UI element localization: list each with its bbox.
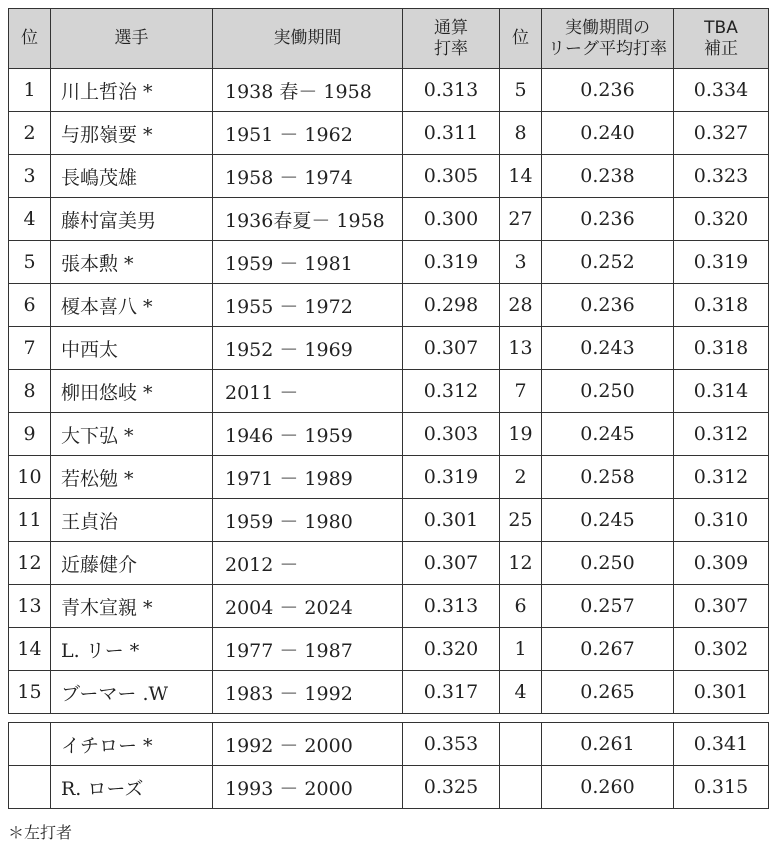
avg-rank-cell: 2 [500,456,542,499]
player-cell: R. ローズ [51,766,213,809]
career-avg-cell: 0.353 [403,723,500,766]
career-avg-cell: 0.307 [403,327,500,370]
tba-cell: 0.312 [674,456,769,499]
rank-cell: 3 [9,155,51,198]
career-avg-cell: 0.307 [403,542,500,585]
league-avg-cell: 0.245 [542,413,674,456]
tba-cell: 0.318 [674,327,769,370]
player-cell: 青木宣親 * [51,585,213,628]
career-avg-cell: 0.298 [403,284,500,327]
tba-cell: 0.319 [674,241,769,284]
tba-cell: 0.318 [674,284,769,327]
header-tba [674,9,769,69]
career-avg-cell: 0.301 [403,499,500,542]
tba-cell: 0.315 [674,766,769,809]
table-row [9,585,769,628]
header-period: 実働期間 [213,9,403,69]
table-row [9,155,769,198]
avg-rank-cell: 27 [500,198,542,241]
table-row [9,671,769,714]
table-row [9,370,769,413]
player-cell: 川上哲治 * [51,69,213,112]
tba-cell: 0.327 [674,112,769,155]
header-career-avg-line2: 打率 [434,38,468,59]
career-avg-cell: 0.317 [403,671,500,714]
header-career-avg-line1: 通算 [434,17,468,38]
league-avg-cell: 0.236 [542,69,674,112]
period-cell: 1952 － 1969 [213,327,403,370]
period-cell: 1958 － 1974 [213,155,403,198]
league-avg-cell: 0.240 [542,112,674,155]
rank-cell: 8 [9,370,51,413]
reference-players-table [8,722,769,809]
tba-cell: 0.334 [674,69,769,112]
period-cell: 1971 － 1989 [213,456,403,499]
career-avg-cell: 0.305 [403,155,500,198]
player-cell: 中西太 [51,327,213,370]
tba-cell: 0.314 [674,370,769,413]
avg-rank-cell: 14 [500,155,542,198]
player-cell: 榎本喜八 * [51,284,213,327]
player-cell: イチロー * [51,723,213,766]
career-avg-cell: 0.313 [403,585,500,628]
player-cell: 藤村富美男 [51,198,213,241]
avg-rank-cell: 4 [500,671,542,714]
league-avg-cell: 0.260 [542,766,674,809]
period-cell: 1946 － 1959 [213,413,403,456]
period-cell: 1992 － 2000 [213,723,403,766]
career-avg-cell: 0.303 [403,413,500,456]
tba-cell: 0.309 [674,542,769,585]
rank-cell: 5 [9,241,51,284]
player-cell: 柳田悠岐 * [51,370,213,413]
league-avg-cell: 0.267 [542,628,674,671]
rank-cell: 11 [9,499,51,542]
rank-cell: 10 [9,456,51,499]
player-cell: 王貞治 [51,499,213,542]
table-row [9,413,769,456]
header-player: 選手 [51,9,213,69]
header-avg-rank: 位 [500,9,542,69]
avg-rank-cell: 6 [500,585,542,628]
career-avg-cell: 0.320 [403,628,500,671]
rank-cell: 13 [9,585,51,628]
league-avg-cell: 0.252 [542,241,674,284]
avg-rank-cell: 19 [500,413,542,456]
table-row [9,241,769,284]
period-cell: 1977 － 1987 [213,628,403,671]
avg-rank-cell [500,723,542,766]
rank-cell: 4 [9,198,51,241]
avg-rank-cell: 8 [500,112,542,155]
table-row [9,284,769,327]
table-row [9,456,769,499]
avg-rank-cell: 3 [500,241,542,284]
league-avg-cell: 0.250 [542,370,674,413]
period-cell: 1938 春－ 1958 [213,69,403,112]
header-rank: 位 [9,9,51,69]
avg-rank-cell: 28 [500,284,542,327]
league-avg-cell: 0.236 [542,198,674,241]
table-row [9,499,769,542]
header-league-avg [542,9,674,69]
avg-rank-cell: 12 [500,542,542,585]
tba-cell: 0.320 [674,198,769,241]
career-avg-cell: 0.311 [403,112,500,155]
period-cell: 2012 － [213,542,403,585]
header-league-avg-line1: 実働期間の [565,17,650,38]
league-avg-cell: 0.238 [542,155,674,198]
avg-rank-cell: 1 [500,628,542,671]
tba-cell: 0.310 [674,499,769,542]
header-league-avg-line2: リーグ平均打率 [548,38,667,59]
career-avg-cell: 0.300 [403,198,500,241]
tba-cell: 0.323 [674,155,769,198]
career-avg-cell: 0.325 [403,766,500,809]
tba-cell: 0.301 [674,671,769,714]
batting-ranking-table [8,8,769,714]
rank-cell: 12 [9,542,51,585]
avg-rank-cell [500,766,542,809]
avg-rank-cell: 5 [500,69,542,112]
player-cell: 近藤健介 [51,542,213,585]
rank-cell [9,723,51,766]
period-cell: 2004 － 2024 [213,585,403,628]
table-row [9,198,769,241]
league-avg-cell: 0.261 [542,723,674,766]
table-row [9,766,769,809]
league-avg-cell: 0.245 [542,499,674,542]
player-cell: 若松勉 * [51,456,213,499]
table-row [9,112,769,155]
avg-rank-cell: 13 [500,327,542,370]
table-row [9,542,769,585]
career-avg-cell: 0.313 [403,69,500,112]
rank-cell: 7 [9,327,51,370]
rank-cell: 14 [9,628,51,671]
league-avg-cell: 0.236 [542,284,674,327]
header-tba-line1: TBA [704,17,738,38]
player-cell: 張本勲 * [51,241,213,284]
tba-cell: 0.312 [674,413,769,456]
period-cell: 1951 － 1962 [213,112,403,155]
period-cell: 1936春夏－ 1958 [213,198,403,241]
table-row [9,628,769,671]
period-cell: 1983 － 1992 [213,671,403,714]
rank-cell: 15 [9,671,51,714]
rank-cell: 2 [9,112,51,155]
player-cell: L. リー * [51,628,213,671]
period-cell: 1993 － 2000 [213,766,403,809]
league-avg-cell: 0.243 [542,327,674,370]
career-avg-cell: 0.312 [403,370,500,413]
tba-cell: 0.302 [674,628,769,671]
rank-cell: 9 [9,413,51,456]
period-cell: 1955 － 1972 [213,284,403,327]
avg-rank-cell: 25 [500,499,542,542]
rank-cell: 6 [9,284,51,327]
player-cell: 与那嶺要 * [51,112,213,155]
player-cell: 大下弘 * [51,413,213,456]
avg-rank-cell: 7 [500,370,542,413]
footnote: ＊左打者 [8,823,73,842]
tba-cell: 0.307 [674,585,769,628]
period-cell: 1959 － 1981 [213,241,403,284]
career-avg-cell: 0.319 [403,241,500,284]
header-career-avg [403,9,500,69]
period-cell: 2011 － [213,370,403,413]
career-avg-cell: 0.319 [403,456,500,499]
player-cell: ブーマー .W [51,671,213,714]
period-cell: 1959 － 1980 [213,499,403,542]
league-avg-cell: 0.250 [542,542,674,585]
rank-cell: 1 [9,69,51,112]
table-row [9,69,769,112]
league-avg-cell: 0.257 [542,585,674,628]
player-cell: 長嶋茂雄 [51,155,213,198]
rank-cell [9,766,51,809]
header-tba-line2: 補正 [704,38,738,59]
header-row [9,9,769,69]
table-row [9,327,769,370]
tba-cell: 0.341 [674,723,769,766]
league-avg-cell: 0.265 [542,671,674,714]
league-avg-cell: 0.258 [542,456,674,499]
table-row [9,723,769,766]
